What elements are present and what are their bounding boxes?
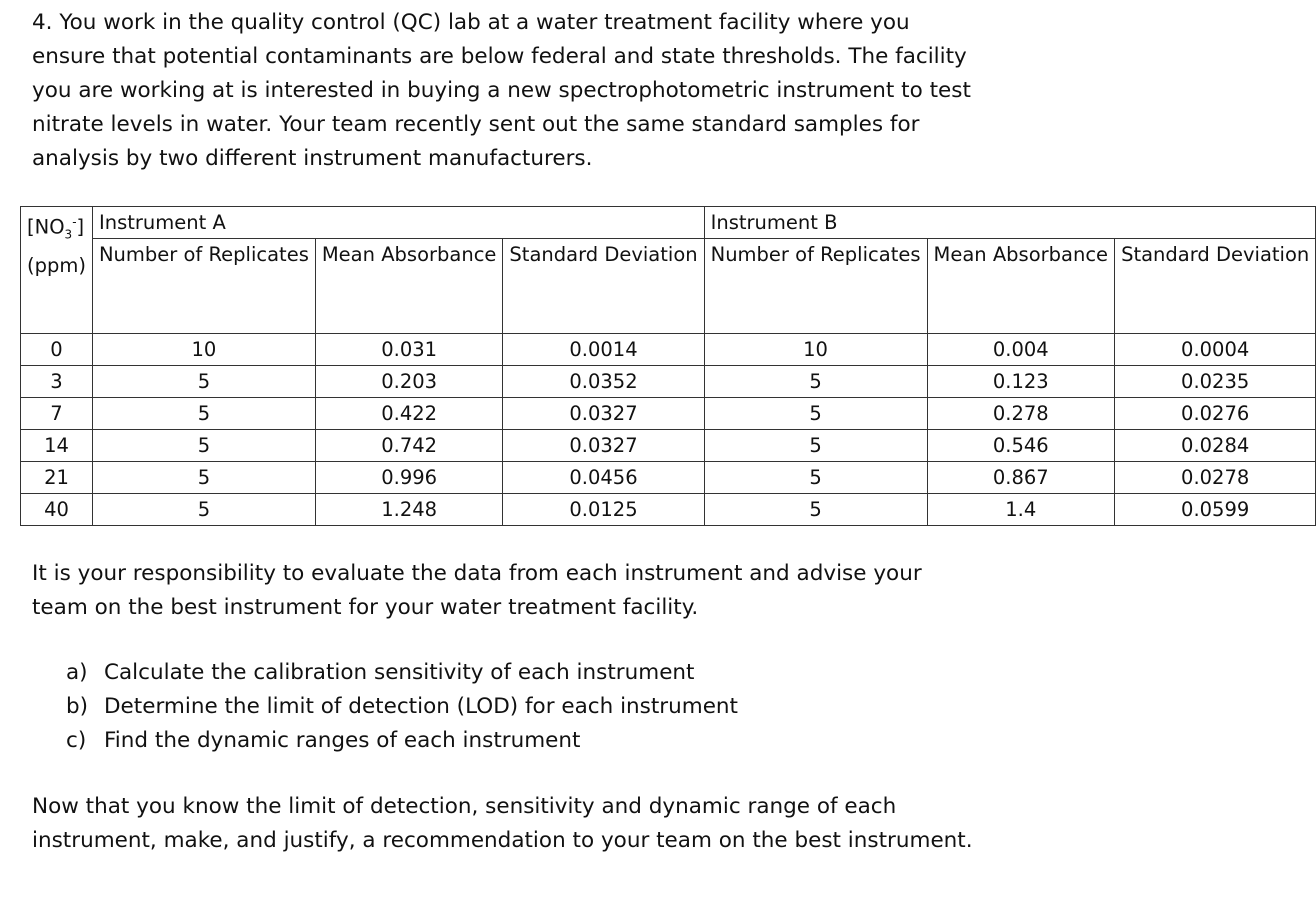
a-mean-cell: 1.248 <box>315 494 503 526</box>
concentration-cell: 21 <box>21 462 93 494</box>
table-row <box>21 430 1316 462</box>
table-row <box>21 398 1316 430</box>
a-mean-cell: 0.742 <box>315 430 503 462</box>
b-mean-cell: 0.278 <box>927 398 1115 430</box>
instrument-a-header: Instrument A <box>92 207 704 239</box>
question-item <box>66 724 738 758</box>
b-mean-cell: 1.4 <box>927 494 1115 526</box>
b-sd-cell: 0.0276 <box>1115 398 1316 430</box>
concentration-cell: 40 <box>21 494 93 526</box>
b-sd-cell: 0.0599 <box>1115 494 1316 526</box>
a-replicates-cell: 5 <box>92 462 315 494</box>
a-mean-header: Mean Absorbance <box>315 239 503 334</box>
a-sd-cell: 0.0456 <box>503 462 704 494</box>
a-sd-header: Standard Deviation <box>503 239 704 334</box>
b-mean-cell: 0.123 <box>927 366 1115 398</box>
concentration-cell: 7 <box>21 398 93 430</box>
concentration-cell: 3 <box>21 366 93 398</box>
a-sd-cell: 0.0327 <box>503 398 704 430</box>
a-mean-cell: 0.996 <box>315 462 503 494</box>
question-marker: c) <box>66 728 87 753</box>
responsibility-text: It is your responsibility to evaluate the data from each instrument and advise your team on the best instrument for your water treatment facility. <box>32 561 922 620</box>
a-replicates-cell: 5 <box>92 398 315 430</box>
b-replicates-cell: 5 <box>704 398 927 430</box>
b-sd-cell: 0.0235 <box>1115 366 1316 398</box>
a-mean-cell: 0.203 <box>315 366 503 398</box>
b-replicates-cell: 10 <box>704 334 927 366</box>
b-mean-cell: 0.004 <box>927 334 1115 366</box>
b-sd-cell: 0.0284 <box>1115 430 1316 462</box>
table-row <box>21 462 1316 494</box>
a-replicates-header: Number of Replicates <box>92 239 315 334</box>
concentration-unit: (ppm) <box>27 254 86 278</box>
b-mean-header: Mean Absorbance <box>927 239 1115 334</box>
a-sd-cell: 0.0327 <box>503 430 704 462</box>
table-row <box>21 334 1316 366</box>
b-sd-cell: 0.0278 <box>1115 462 1316 494</box>
b-mean-cell: 0.546 <box>927 430 1115 462</box>
table-row <box>21 494 1316 526</box>
question-list <box>66 656 738 758</box>
b-replicates-header: Number of Replicates <box>704 239 927 334</box>
question-marker: b) <box>66 694 89 719</box>
problem-intro: 4. You work in the quality control (QC) lab at a water treatment facility where you ensure that potential contaminants are below federal and state thresholds. The facility you are working at is interested in buying a new spectrophotometric instrument to test nitrate levels in water. Your team recently sent out the same standard samples for analysis by two different instrument manufacturers. <box>32 10 971 171</box>
b-sd-header: Standard Deviation <box>1115 239 1316 334</box>
instrument-data-table <box>20 206 1316 526</box>
a-replicates-cell: 5 <box>92 366 315 398</box>
instrument-b-header: Instrument B <box>704 207 1316 239</box>
question-text: Calculate the calibration sensitivity of each instrument <box>104 660 695 685</box>
closing-text: Now that you know the limit of detection, sensitivity and dynamic range of each instrument, make, and justify, a recommendation to your team on the best instrument. <box>32 794 973 853</box>
a-mean-cell: 0.422 <box>315 398 503 430</box>
concentration-cell: 0 <box>21 334 93 366</box>
question-item <box>66 690 738 724</box>
a-sd-cell: 0.0014 <box>503 334 704 366</box>
b-replicates-cell: 5 <box>704 462 927 494</box>
question-marker: a) <box>66 660 88 685</box>
b-replicates-cell: 5 <box>704 430 927 462</box>
question-text: Determine the limit of detection (LOD) for each instrument <box>104 694 738 719</box>
b-replicates-cell: 5 <box>704 494 927 526</box>
b-sd-cell: 0.0004 <box>1115 334 1316 366</box>
b-replicates-cell: 5 <box>704 366 927 398</box>
a-mean-cell: 0.031 <box>315 334 503 366</box>
a-sd-cell: 0.0352 <box>503 366 704 398</box>
concentration-header: $[NO_3^-]$ (ppm) <box>21 207 93 334</box>
b-mean-cell: 0.867 <box>927 462 1115 494</box>
question-item <box>66 656 738 690</box>
table-row <box>21 366 1316 398</box>
a-replicates-cell: 5 <box>92 494 315 526</box>
a-replicates-cell: 10 <box>92 334 315 366</box>
concentration-cell: 14 <box>21 430 93 462</box>
a-sd-cell: 0.0125 <box>503 494 704 526</box>
a-replicates-cell: 5 <box>92 430 315 462</box>
question-text: Find the dynamic ranges of each instrument <box>104 728 581 753</box>
